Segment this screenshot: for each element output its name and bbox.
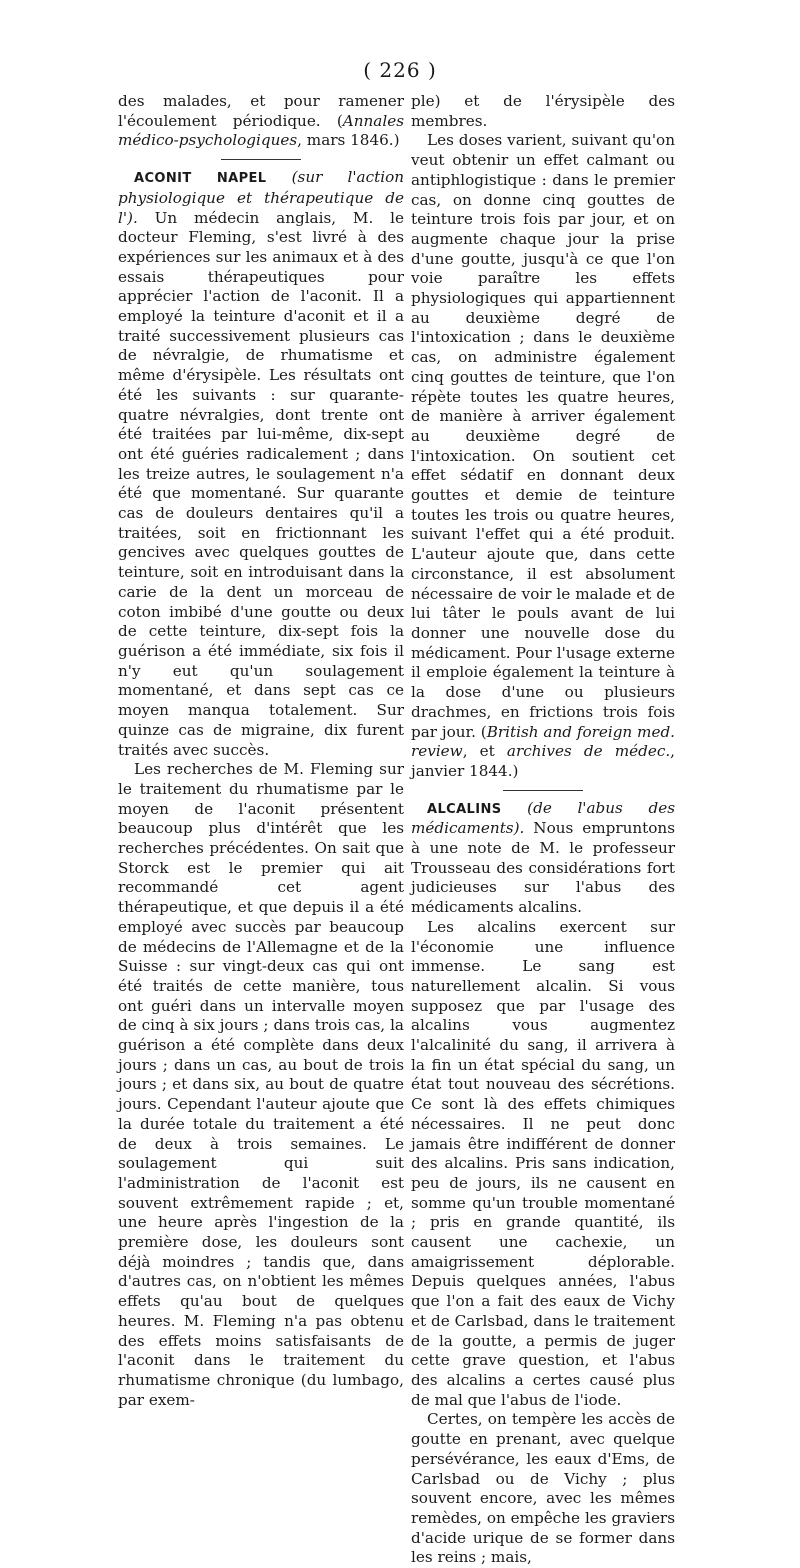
- alcalins-heading: ALCALINS: [427, 801, 502, 817]
- doses-mid: , et: [462, 742, 507, 761]
- alcalins-paragraph-2: Les alcalins exercent sur l'économie une influence immense. Le sang est naturellement alcalin. Si vous supposez que par l'usage des alcalins vous augmentez l'alcalinité du sang, il arrivera à la fin un état spécial du sang, un état tout nouveau des sécrétions. Ce sont là des effets chimiques nécessaires. Il ne peut donc jamais être indifférent de donner des alcalins. Pris sans indication, peu de jours, ils ne causent en somme qu'un trouble momentané ; pris en grande quantité, ils causent une cachexie, un amaigrissement déplorable. Depuis quelques années, l'abus que l'on a fait des eaux de Vichy et de Carlsbad, dans le traitement de la goutte, a permis de juger cette grave question, et l'abus des alcalins a certes causé plus de mal que l'abus de l'iode.: [411, 917, 675, 1409]
- section-divider: [221, 159, 301, 160]
- aconit-heading: ACONIT NAPEL: [134, 171, 267, 187]
- doses-paragraph: [411, 131, 675, 781]
- doses-text: Les doses varient, suivant qu'on veut obtenir un effet calmant ou antiphlogistique : dans le premier cas, on donne cinq gouttes de teinture trois fois par jour, et on augmente chaque jour la prise d'une goutte, jusqu'à ce que l'on voie paraître les effets physiologiques qui appartiennent au deuxième degré de l'intoxication ; dans le deuxième cas, on administre également cinq gouttes de teinture, que l'on répète toutes les quatre heures, de manière à arriver également au deuxième degré de l'intoxication. On soutient cet effet sédatif en donnant deux gouttes et demie de teinture toutes les trois ou quatre heures, suivant l'effet qui a été produit. L'auteur ajoute que, dans cette circonstance, il est absolument nécessaire de voir le malade et de lui tâter le pouls avant de lui donner une nouvelle dose du médicament. Pour l'usage externe il emploie également la teinture à la dose d'une ou plusieurs drachmes, en frictions trois fois par jour. (: [411, 131, 675, 741]
- aconit-paragraph-2: Les recherches de M. Fleming sur le traitement du rhumatisme par le moyen de l'aconit présentent beaucoup plus d'intérêt que les recherches précédentes. On sait que Storck est le premier qui ait recommandé cet agent thérapeutique, et que depuis il a été employé avec succès par beaucoup de médecins de l'Allemagne et de la Suisse : sur vingt-deux cas qui ont été traités de cette manière, tous ont guéri dans un intervalle moyen de cinq à six jours ; dans trois cas, la guérison a été complète dans deux jours ; dans un cas, au bout de trois jours ; et dans six, au bout de quatre jours. Cependant l'auteur ajoute que la durée totale du traitement a été de deux à trois semaines. Le soulagement qui suit l'administration de l'aconit est souvent extrêmement rapide ; et, une heure après l'ingestion de la première dose, les douleurs sont déjà moindres ; tandis que, dans d'autres cas, on n'obtient les mêmes effets qu'au bout de quelques heures. M. Fleming n'a pas obtenu des effets moins satisfaisants de l'aconit dans le traitement du rhumatisme chronique (du lumbago, par exem-: [118, 760, 404, 1409]
- aconit-subtitle: (sur l'action physiologique et thérapeutique de l').: [118, 168, 404, 227]
- intro-citation: Annales médico-psychologiques: [118, 111, 404, 150]
- alcalins-subtitle: (de l'abus des médicaments).: [411, 798, 675, 838]
- aconit-text-1: Un médecin anglais, M. le docteur Fleming, s'est livré à des expériences sur les animaux et à des essais thérapeutiques pour apprécier l'action de l'aconit. Il a employé la teinture d'aconit et il a traité successivement plusieurs cas de névralgie, de rhumatisme et même d'érysipèle. Les résultats ont été les suivants : sur quarante-quatre névralgies, dont trente ont été traitées par lui-même, dix-sept ont été guéries radicalement ; dans les treize autres, le soulagement n'a été que momentané. Sur quarante cas de douleurs dentaires qu'il a traitées, soit en frictionnant les gencives avec quelques gouttes de teinture, soit en introduisant dans la carie de la dent un morceau de coton imbibé d'une goutte ou deux de cette teinture, dix-sept fois la guérison a été immédiate, six fois il n'y eut qu'un soulagement momentané, et dans sept cas ce moyen manqua totalement. Sur quinze cas de migraine, dix furent traités avec succès.: [118, 208, 404, 759]
- doses-end: , janvier 1844.): [411, 742, 675, 780]
- intro-paragraph: [118, 92, 404, 151]
- right-column: [411, 92, 675, 1568]
- alcalins-text-1: Nous empruntons à une note de M. le professeur Trousseau des considérations fort judicieuses sur l'abus des médicaments alcalins.: [411, 819, 675, 917]
- section-divider: [503, 790, 583, 791]
- doses-citation-2: archives de médec.: [506, 742, 671, 761]
- intro-end: , mars 1846.): [297, 131, 400, 150]
- intro-text: des malades, et pour ramener l'écoulement périodique. (: [118, 92, 404, 130]
- page-number: ( 226 ): [363, 58, 437, 82]
- doses-citation: British and foreign med. review: [411, 722, 675, 761]
- left-column: [118, 92, 404, 1410]
- alcalins-paragraph-1: [411, 799, 675, 918]
- alcalins-paragraph-3: Certes, on tempère les accès de goutte en prenant, avec quelque persévérance, les eaux d'Ems, de Carlsbad ou de Vichy ; plus souvent encore, avec les mêmes remèdes, on empêche les graviers d'acide urique de se former dans les reins ; mais,: [411, 1410, 675, 1567]
- aconit-paragraph-1: [118, 168, 404, 760]
- continuation-line: ple) et de l'érysipèle des membres.: [411, 92, 675, 130]
